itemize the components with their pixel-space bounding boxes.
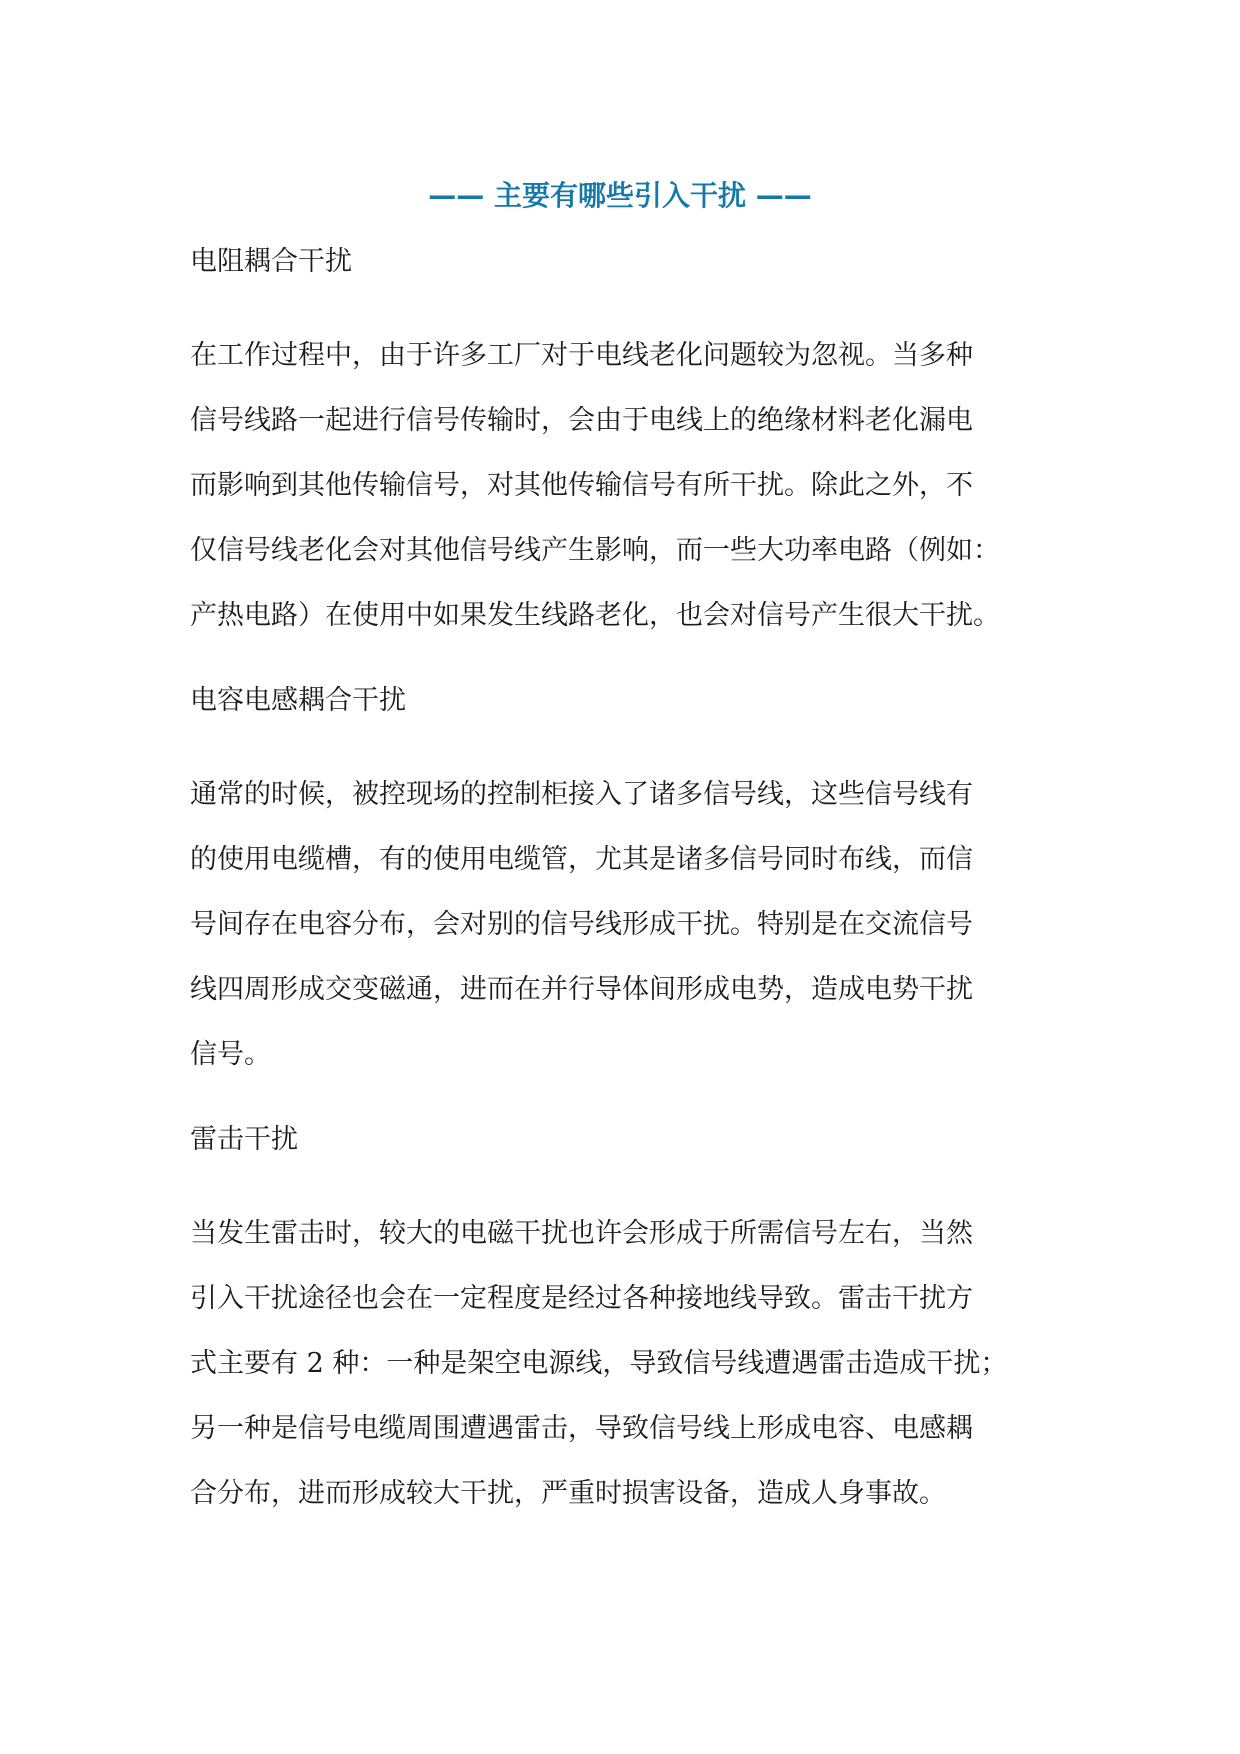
paragraph-line: 通常的时候，被控现场的控制柜接入了诸多信号线，这些信号线有: [190, 779, 973, 810]
section-capacitive-inductive-coupling: [190, 679, 1050, 1118]
paragraph-line: 号间存在电容分布，会对别的信号线形成干扰。特别是在交流信号: [190, 909, 973, 940]
paragraph-line: 的使用电缆槽，有的使用电缆管，尤其是诸多信号同时布线，而信: [190, 844, 973, 875]
paragraph-line: 信号线路一起进行信号传输时，会由于电线上的绝缘材料老化漏电: [190, 405, 973, 436]
paragraph-line: 线四周形成交变磁通，进而在并行导体间形成电势，造成电势干扰: [190, 974, 973, 1005]
paragraph-line: 式主要有 2 种：一种是架空电源线，导致信号线遭遇雷击造成干扰；: [190, 1348, 1008, 1379]
paragraph-line: 合分布，进而形成较大干扰，严重时损害设备，造成人身事故。: [190, 1478, 946, 1509]
section-heading: 电容电感耦合干扰: [190, 685, 406, 716]
page-title: —— 主要有哪些引入干扰 ——: [428, 179, 812, 212]
paragraph-line: 另一种是信号电缆周围遭遇雷击，导致信号线上形成电容、电感耦: [190, 1413, 973, 1444]
section-paragraph: [190, 762, 1050, 1087]
section-heading: 雷击干扰: [190, 1124, 298, 1155]
section-heading: 电阻耦合干扰: [190, 246, 352, 277]
section-lightning-interference: [190, 1118, 1050, 1526]
document-body: [190, 240, 1050, 1526]
paragraph-line: 而影响到其他传输信号，对其他传输信号有所干扰。除此之外，不: [190, 470, 973, 501]
section-resistive-coupling: [190, 240, 1050, 679]
paragraph-line: 信号。: [190, 1039, 271, 1070]
paragraph-line: 在工作过程中，由于许多工厂对于电线老化问题较为忽视。当多种: [190, 340, 973, 371]
paragraph-line: 产热电路）在使用中如果发生线路老化，也会对信号产生很大干扰。: [190, 600, 1000, 631]
paragraph-line: 当发生雷击时，较大的电磁干扰也许会形成于所需信号左右，当然: [190, 1218, 973, 1249]
section-paragraph: [190, 323, 1050, 648]
section-paragraph: [190, 1201, 1050, 1526]
paragraph-line: 引入干扰途径也会在一定程度是经过各种接地线导致。雷击干扰方: [190, 1283, 973, 1314]
paragraph-line: 仅信号线老化会对其他信号线产生影响，而一些大功率电路（例如：: [190, 535, 1000, 566]
